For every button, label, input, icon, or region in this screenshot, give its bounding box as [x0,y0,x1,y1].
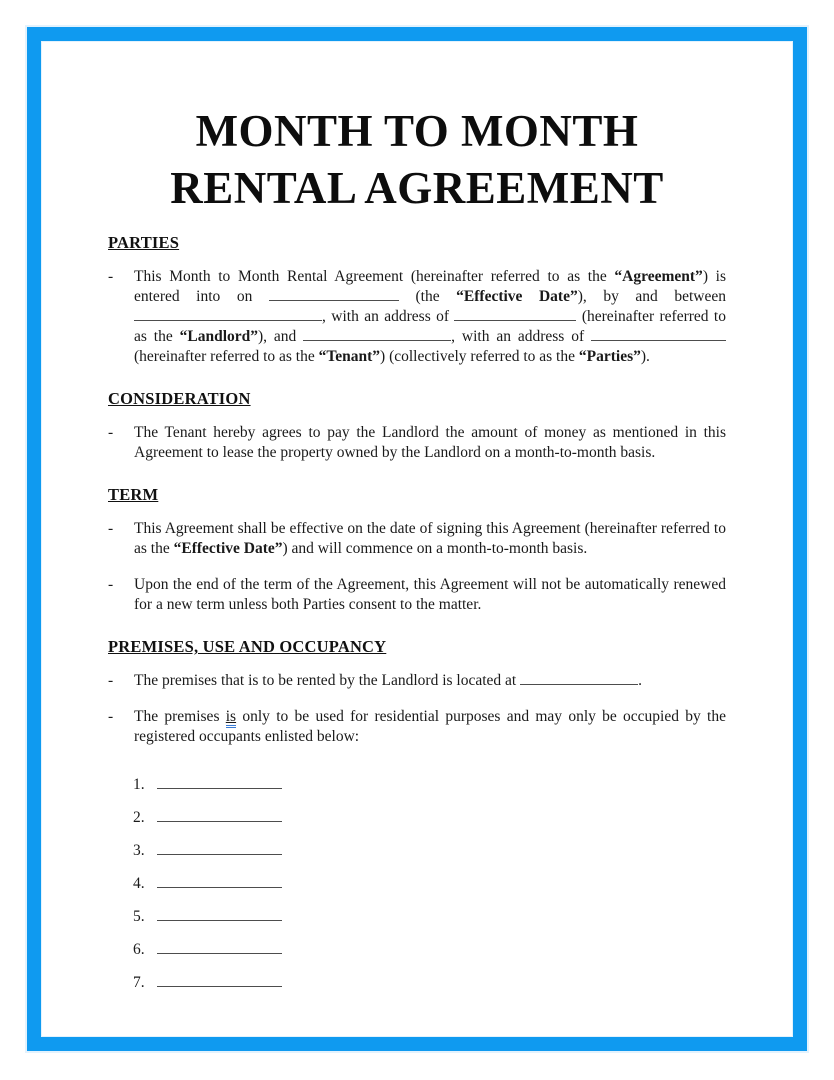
occupant-number: 7. [133,974,145,991]
occupant-list-item [133,807,726,827]
text-run: (hereinafter referred to as the [134,348,319,365]
text-run: as the [134,328,180,345]
premises-paragraph-1 [108,671,726,691]
term-effective-date: “Effective Date” [173,540,283,557]
title-line-2: RENTAL AGREEMENT [170,163,664,213]
blank-line-premises-address [520,671,638,685]
bullet-dash: - [108,672,114,689]
blank-line-occupant-3 [157,840,282,855]
bullet-dash: - [108,576,114,593]
page-content [41,41,793,1037]
occupant-number: 6. [133,941,145,958]
blank-line-occupant-6 [157,939,282,954]
grammar-flagged-word: is [226,708,236,728]
blank-line-tenant-address [591,327,726,341]
text-run: , with an address of [322,308,455,325]
title-line-1: MONTH TO MONTH [195,106,639,156]
blank-line-tenant-name [303,327,451,341]
premises-paragraph-2-text [134,707,726,747]
text-run: ), by and between [577,288,726,305]
term-paragraph-2 [108,575,726,615]
text-run: (hereinafter referred to [576,308,726,325]
blank-line-landlord-name [134,307,322,321]
text-run: ) and will commence on a month-to-month basis. [282,540,588,557]
section-heading-term: TERM [108,485,159,504]
blank-line-occupant-2 [157,807,282,822]
term-effective-date: “Effective Date” [456,288,578,305]
blank-line-landlord-address [454,307,576,321]
text-run: (the [398,288,457,305]
term-paragraph-2-text: Upon the end of the term of the Agreement, this Agreement will not be automatically renewed for a new term unless both Parties consent to the matter. [134,576,726,613]
text-run: ) is entered into on [134,268,726,305]
text-run: ). [640,348,650,365]
blank-line-occupant-7 [157,972,282,987]
bullet-dash: - [108,424,114,441]
text-run: only to be used for residential purposes and may only be occupied by the registered occupants enlisted below: [134,708,726,745]
term-parties: “Parties” [578,348,641,365]
term-paragraph-1-text [134,519,726,559]
occupant-list [133,774,726,992]
section-heading-parties: PARTIES [108,233,180,252]
bullet-dash: - [108,708,114,725]
term-tenant: “Tenant” [318,348,381,365]
premises-paragraph-1-text [134,671,726,691]
occupant-list-item [133,774,726,794]
document-title [108,103,726,217]
term-paragraph-1 [108,519,726,559]
parties-paragraph-text [134,267,726,367]
section-heading-premises: PREMISES, USE AND OCCUPANCY [108,637,387,656]
occupant-number: 3. [133,842,145,859]
parties-paragraph [108,267,726,367]
occupant-number: 4. [133,875,145,892]
bullet-dash: - [108,268,114,285]
text-run: The premises [134,708,226,725]
bullet-dash: - [108,520,114,537]
text-run: This Agreement shall be effective on the date of signing this Agreement (hereinafter referred to as the [134,520,726,557]
occupant-number: 1. [133,776,145,793]
section-heading-consideration: CONSIDERATION [108,389,251,408]
text-run: ) (collectively referred to as the [380,348,579,365]
blank-line-occupant-1 [157,774,282,789]
premises-paragraph-2 [108,707,726,747]
consideration-paragraph [108,423,726,463]
occupant-list-item [133,906,726,926]
term-agreement: “Agreement” [614,268,703,285]
blank-line-occupant-4 [157,873,282,888]
text-run: . [638,672,642,689]
blank-line-occupant-5 [157,906,282,921]
occupant-list-item [133,840,726,860]
occupant-list-item [133,873,726,893]
consideration-paragraph-text: The Tenant hereby agrees to pay the Landlord the amount of money as mentioned in this Agreement to lease the property owned by the Landlord on a month-to-month basis. [134,424,726,461]
occupant-number: 2. [133,809,145,826]
occupant-number: 5. [133,908,145,925]
occupant-list-item [133,939,726,959]
occupant-list-item [133,972,726,992]
text-run: The premises that is to be rented by the Landlord is located at [134,672,521,689]
term-landlord: “Landlord” [179,328,258,345]
text-run: ), and [258,328,304,345]
text-run: This Month to Month Rental Agreement (hereinafter referred to as the [134,268,615,285]
blank-line-effective-date [269,287,399,301]
text-run: , with an address of [451,328,591,345]
